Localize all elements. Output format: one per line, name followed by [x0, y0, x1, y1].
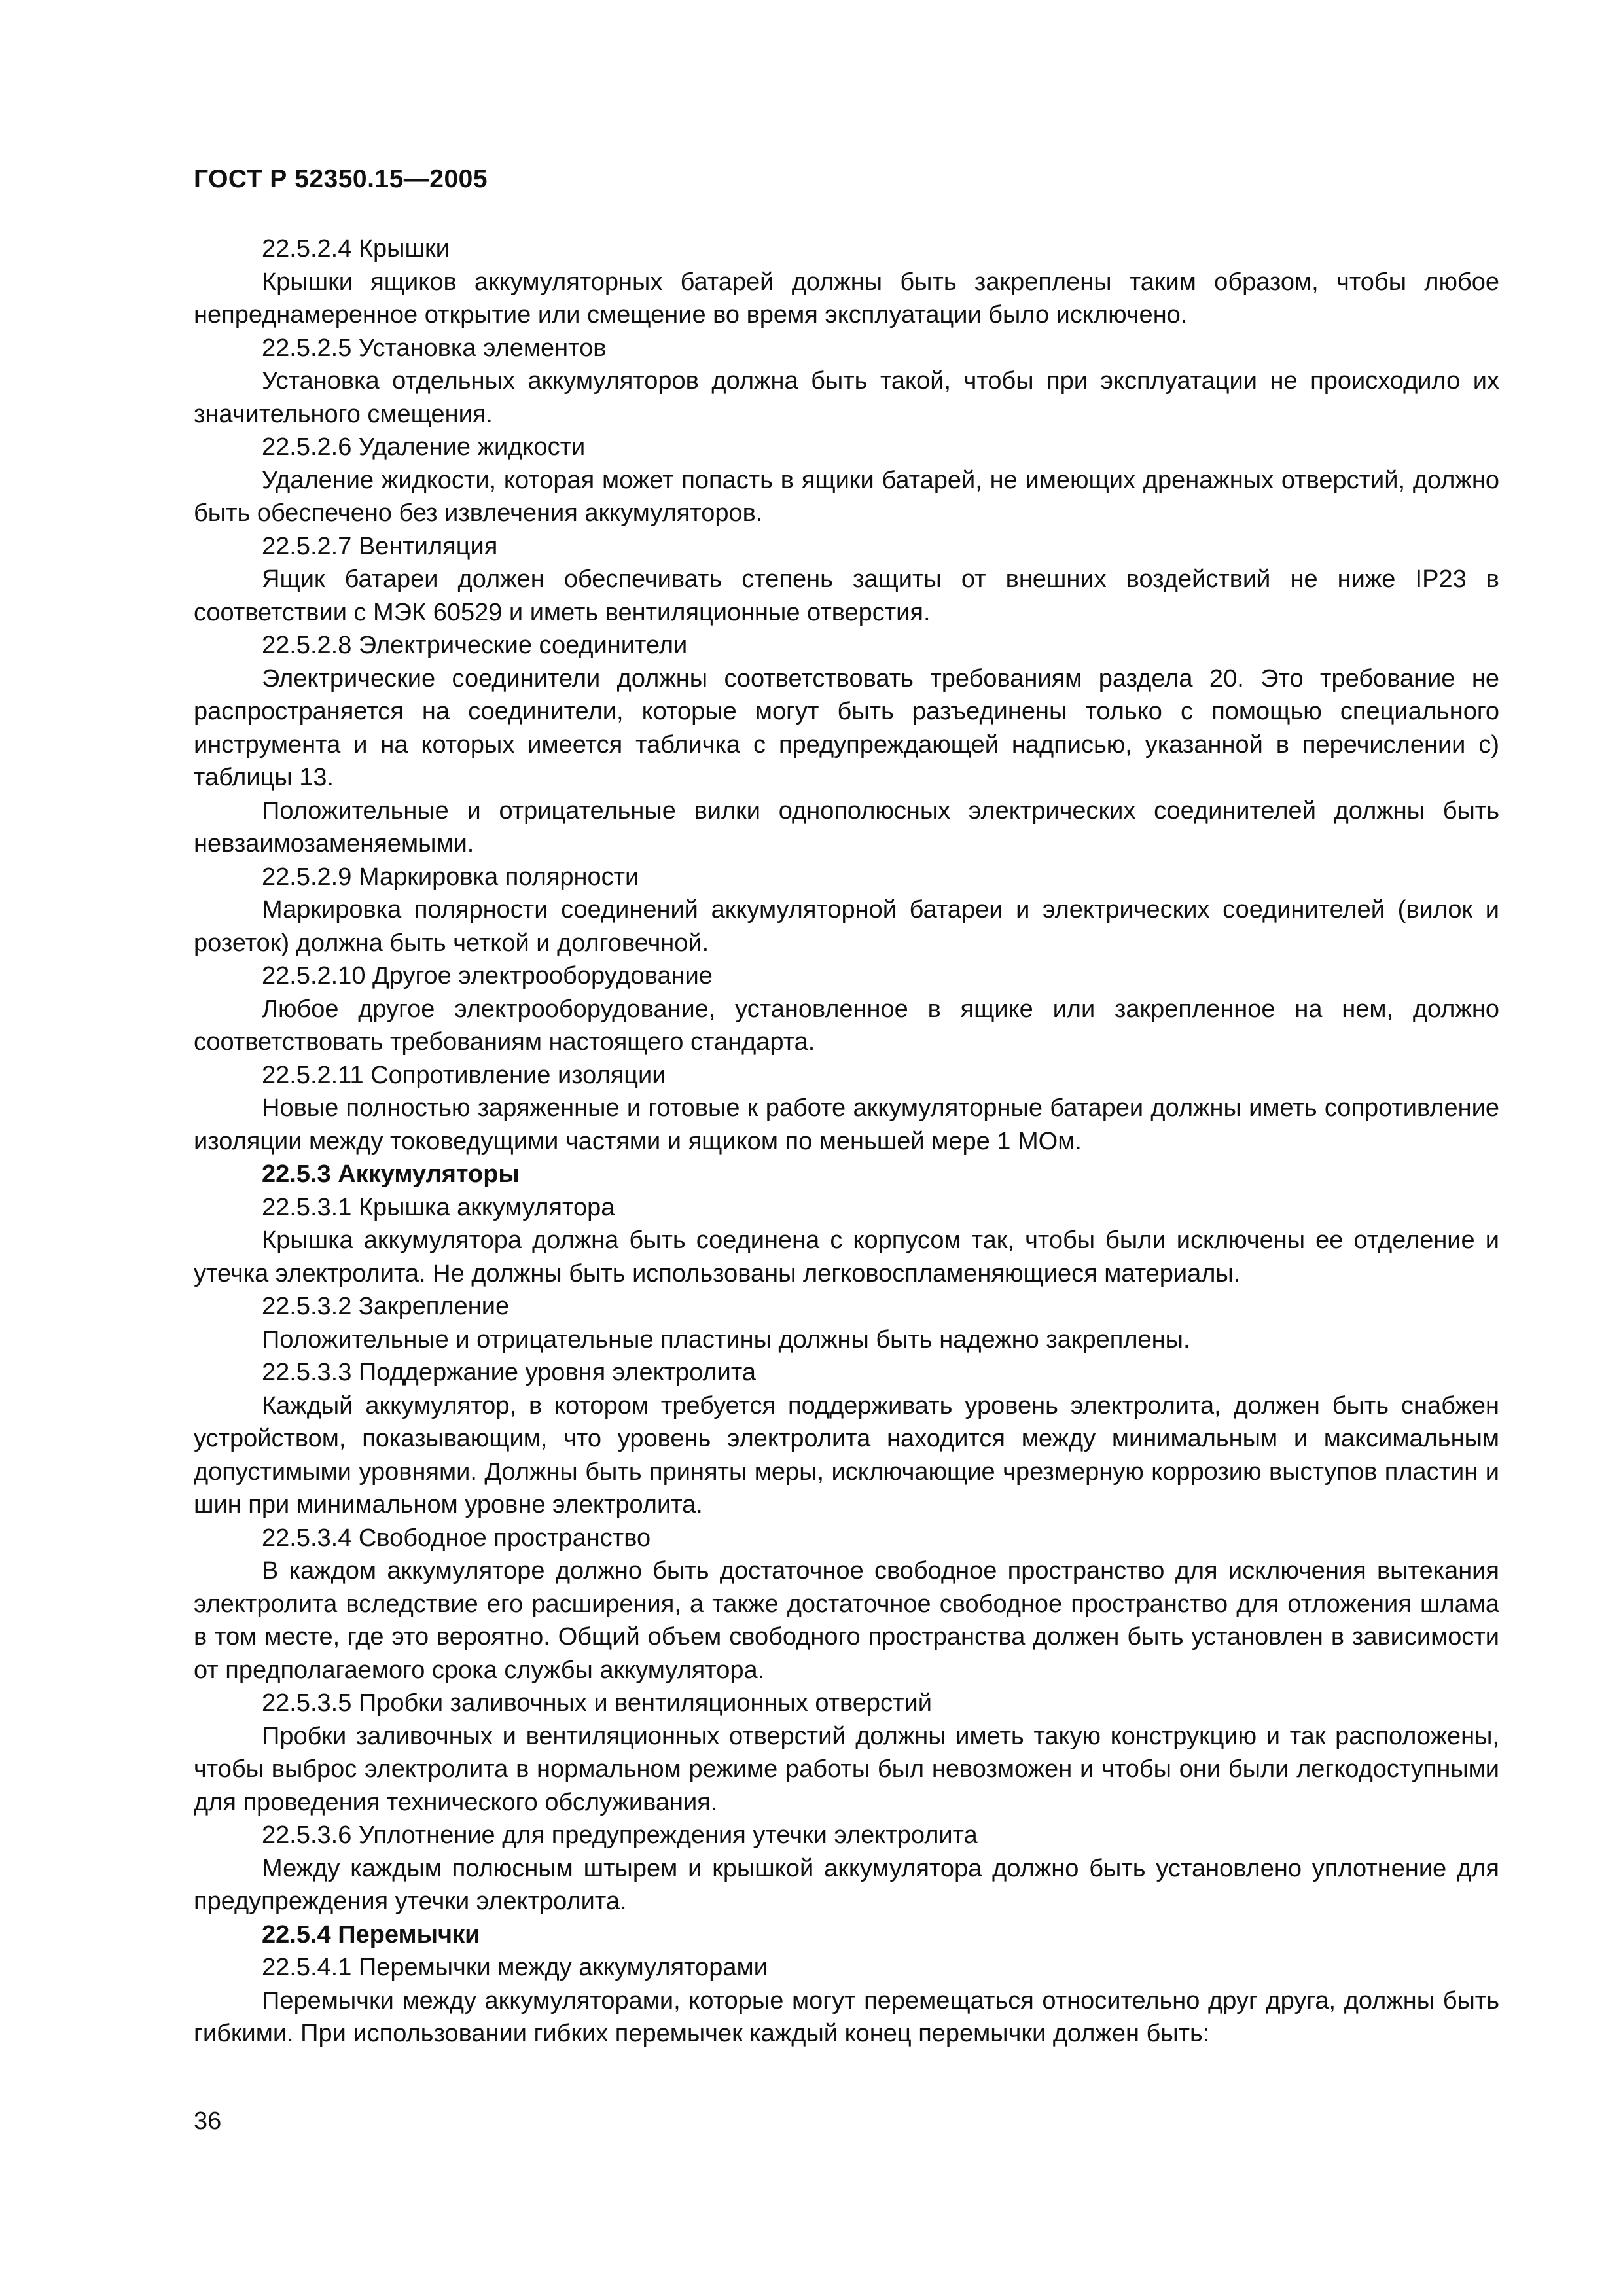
document-header: ГОСТ Р 52350.15—2005	[194, 165, 488, 193]
page-number: 36	[194, 2108, 222, 2135]
clause-heading: 22.5.4.1 Перемычки между аккумуляторами	[262, 1954, 768, 1981]
clause-text: Новые полностью заряженные и готовые к работе аккумуляторные батареи должны иметь сопротивление изоляции между токоведущими частями и ящиком по меньшей мере 1 МОм.	[194, 1094, 1499, 1155]
clause-heading: 22.5.3.2 Закрепление	[262, 1293, 510, 1320]
clause-text: Перемычки между аккумуляторами, которые могут перемещаться относительно друг друга, должны быть гибкими. При использовании гибких перемычек каждый конец перемычки должен быть:	[194, 1986, 1499, 2047]
section-heading: 22.5.4 Перемычки	[262, 1920, 480, 1948]
section-heading: 22.5.3 Аккумуляторы	[262, 1160, 520, 1188]
clause-heading: 22.5.3.6 Уплотнение для предупреждения утечки электролита	[262, 1821, 978, 1849]
clause-text: Между каждым полюсным штырем и крышкой аккумулятора должно быть установлено уплотнение для предупреждения утечки электролита.	[194, 1854, 1499, 1915]
clause-heading: 22.5.2.6 Удаление жидкости	[262, 433, 586, 461]
clause-heading: 22.5.3.4 Свободное пространство	[262, 1524, 651, 1552]
clause-text: Крышки ящиков аккумуляторных батарей должны быть закреплены таким образом, чтобы любое непреднамеренное открытие или смещение во время эксплуатации было исключено.	[194, 268, 1499, 329]
clause-text: Маркировка полярности соединений аккумуляторной батареи и электрических соединителей (вилок и розеток) должна быть четкой и долговечной.	[194, 896, 1499, 957]
clause-heading: 22.5.2.5 Установка элементов	[262, 334, 607, 362]
clause-text: Пробки заливочных и вентиляционных отверстий должны иметь такую конструкцию и так расположены, чтобы выброс электролита в нормальном режиме работы был невозможен и чтобы они были легкодоступными для проведения технического обслуживания.	[194, 1722, 1499, 1816]
clause-text: Положительные и отрицательные вилки однополюсных электрических соединителей должны быть невзаимозаменяемыми.	[194, 797, 1499, 857]
document-body	[194, 232, 1499, 2051]
clause-text: Любое другое электрооборудование, установленное в ящике или закрепленное на нем, должно соответствовать требованиям настоящего стандарта.	[194, 995, 1499, 1056]
clause-text: Каждый аккумулятор, в котором требуется поддерживать уровень электролита, должен быть снабжен устройством, показывающим, что уровень электролита находится между минимальным и максимальным допустимыми уровнями. Должны быть приняты меры, исключающие чрезмерную коррозию выступов пластин и шин при минимальном уровне электролита.	[194, 1391, 1499, 1518]
clause-heading: 22.5.3.5 Пробки заливочных и вентиляционных отверстий	[262, 1689, 932, 1717]
clause-heading: 22.5.2.7 Вентиляция	[262, 532, 498, 560]
clause-heading: 22.5.3.1 Крышка аккумулятора	[262, 1193, 615, 1221]
clause-text: Положительные и отрицательные пластины должны быть надежно закреплены.	[262, 1325, 1190, 1354]
clause-text: Крышка аккумулятора должна быть соединена с корпусом так, чтобы были исключены ее отделение и утечка электролита. Не должны быть использованы легковоспламеняющиеся материалы.	[194, 1227, 1499, 1287]
clause-text: Электрические соединители должны соответствовать требованиям раздела 20. Это требование не распространяется на соединители, которые могут быть разъединены только с помощью специального инструмента и на которых имеется табличка с предупреждающей надписью, указанной в перечислении с) таблицы 13.	[194, 664, 1499, 791]
clause-heading: 22.5.2.4 Крышки	[262, 235, 450, 262]
clause-heading: 22.5.2.8 Электрические соединители	[262, 632, 688, 659]
clause-heading: 22.5.2.9 Маркировка полярности	[262, 863, 639, 891]
clause-heading: 22.5.2.10 Другое электрооборудование	[262, 962, 713, 990]
clause-text: Установка отдельных аккумуляторов должна быть такой, чтобы при эксплуатации не происходило их значительного смещения.	[194, 367, 1499, 428]
clause-text: В каждом аккумуляторе должно быть достаточное свободное пространство для исключения вытекания электролита вследствие его расширения, а также достаточное свободное пространство для отложения шлама в том месте, где это вероятно. Общий объем свободного пространства должен быть установлен в зависимости от предполагаемого срока службы аккумулятора.	[194, 1557, 1499, 1684]
clause-text: Удаление жидкости, которая может попасть в ящики батарей, не имеющих дренажных отверстий, должно быть обеспечено без извлечения аккумуляторов.	[194, 466, 1499, 527]
clause-heading: 22.5.2.11 Сопротивление изоляции	[262, 1061, 666, 1089]
clause-heading: 22.5.3.3 Поддержание уровня электролита	[262, 1359, 756, 1386]
clause-text: Ящик батареи должен обеспечивать степень защиты от внешних воздействий не ниже IP23 в соответствии с МЭК 60529 и иметь вентиляционные отверстия.	[194, 565, 1499, 626]
